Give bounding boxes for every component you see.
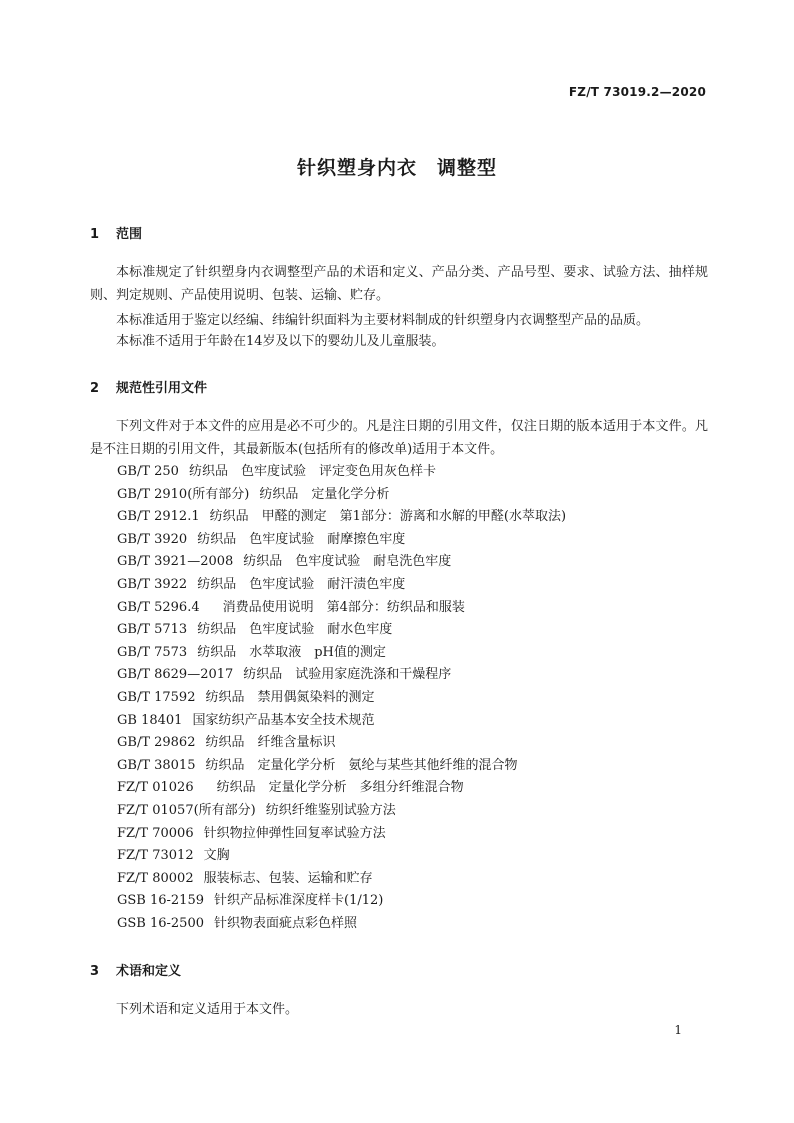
reference-title: 纺织品 纤维含量标识 (205, 735, 336, 751)
reference-code: FZ/T 73012 (117, 848, 194, 864)
reference-item (117, 574, 566, 597)
reference-code: FZ/T 80002 (117, 870, 194, 886)
reference-title: 纺织品 色牢度试验 耐摩擦色牢度 (197, 531, 406, 547)
section-1-heading (90, 223, 142, 242)
reference-item (117, 823, 566, 846)
reference-code: GB/T 250 (117, 464, 179, 479)
reference-item (117, 845, 566, 868)
reference-code: GB/T 3922 (117, 576, 188, 592)
reference-title: 纺织品 色牢度试验 耐皂洗色牢度 (243, 554, 452, 570)
section-title: 术语和定义 (116, 964, 182, 979)
reference-code: FZ/T 70006 (117, 825, 194, 841)
reference-title: 纺织品 水萃取液 pH值的测定 (197, 644, 386, 660)
reference-item (117, 551, 566, 574)
reference-item (117, 777, 566, 800)
reference-item (117, 732, 566, 755)
page-number: 1 (674, 1023, 682, 1037)
reference-item (117, 800, 566, 823)
reference-code: GSB 16-2159 (117, 893, 204, 909)
scope-paragraph: 本标准规定了针织塑身内衣调整型产品的术语和定义、产品分类、产品号型、要求、试验方法、抽样规则、判定规则、产品使用说明、包装、运输、贮存。 (90, 265, 708, 303)
reference-item (117, 506, 566, 529)
references-intro: 下列文件对于本文件的应用是必不可少的。凡是注日期的引用文件，仅注日期的版本适用于本文件。凡是不注日期的引用文件，其最新版本(包括所有的修改单)适用于本文件。 (90, 419, 708, 457)
reference-item (117, 619, 566, 642)
reference-code: GB/T 5713 (117, 622, 188, 638)
reference-item (117, 868, 566, 891)
reference-title: 消费品使用说明 第4部分：纺织品和服装 (209, 599, 465, 615)
reference-code: GB/T 29862 (117, 735, 196, 751)
reference-title: 纺织品 定量化学分析 氨纶与某些其他纤维的混合物 (205, 757, 518, 773)
section-number: 2 (90, 381, 100, 396)
reference-item (117, 484, 566, 507)
scope-paragraph: 本标准不适用于年龄在14岁及以下的婴幼儿及儿童服装。 (116, 334, 445, 349)
reference-title: 针织产品标准深度样卡(1/12) (214, 893, 384, 909)
reference-item (117, 597, 566, 620)
document-title: 针织塑身内衣 调整型 (296, 157, 497, 179)
reference-title: 国家纺织产品基本安全技术规范 (192, 712, 375, 728)
reference-title: 纺织纤维鉴别试验方法 (265, 802, 396, 818)
section-2-heading (90, 377, 207, 396)
reference-code: GB/T 17592 (117, 689, 196, 705)
reference-title: 针织物拉伸弹性回复率试验方法 (203, 825, 386, 841)
reference-item (117, 461, 566, 484)
standard-number: FZ/T 73019.2—2020 (568, 85, 706, 99)
reference-title: 服装标志、包装、运输和贮存 (203, 870, 373, 886)
reference-item (117, 755, 566, 778)
reference-code: GB/T 8629—2017 (117, 667, 234, 683)
reference-code: GB/T 3921—2008 (117, 554, 234, 570)
reference-item (117, 687, 566, 710)
scope-paragraph: 本标准适用于鉴定以经编、纬编针织面料为主要材料制成的针织塑身内衣调整型产品的品质。 (116, 313, 650, 328)
reference-code: GB/T 3920 (117, 531, 188, 547)
reference-item (117, 642, 566, 665)
reference-code: GB/T 2910(所有部分) (117, 486, 250, 502)
reference-list (117, 461, 566, 935)
reference-title: 纺织品 定量化学分析 (259, 486, 390, 502)
reference-code: GB 18401 (117, 712, 183, 728)
reference-title: 纺织品 试验用家庭洗涤和干燥程序 (243, 667, 452, 683)
reference-title: 纺织品 禁用偶氮染料的测定 (205, 689, 375, 705)
section-title: 规范性引用文件 (116, 381, 208, 396)
reference-title: 针织物表面疵点彩色样照 (214, 915, 358, 931)
reference-title: 纺织品 定量化学分析 多组分纤维混合物 (203, 780, 464, 796)
section-number: 1 (90, 227, 100, 242)
reference-item (117, 529, 566, 552)
reference-code: FZ/T 01057(所有部分) (117, 802, 256, 818)
reference-code: GB/T 7573 (117, 644, 188, 660)
reference-code: GB/T 38015 (117, 757, 196, 773)
reference-item (117, 710, 566, 733)
reference-title: 纺织品 甲醛的测定 第1部分：游离和水解的甲醛(水萃取法) (209, 509, 567, 525)
section-title: 范围 (116, 227, 143, 242)
reference-code: GB/T 5296.4 (117, 599, 200, 615)
reference-title: 文胸 (203, 848, 230, 864)
reference-item (117, 664, 566, 687)
reference-code: GB/T 2912.1 (117, 509, 200, 525)
reference-title: 纺织品 色牢度试验 耐汗渍色牢度 (197, 576, 406, 592)
reference-item (117, 890, 566, 913)
section-3-heading (90, 960, 181, 979)
reference-code: FZ/T 01026 (117, 780, 194, 796)
section-number: 3 (90, 964, 100, 979)
reference-title: 纺织品 色牢度试验 评定变色用灰色样卡 (188, 464, 436, 479)
reference-title: 纺织品 色牢度试验 耐水色牢度 (197, 622, 393, 638)
reference-item (117, 913, 566, 936)
terms-intro: 下列术语和定义适用于本文件。 (116, 1002, 299, 1017)
reference-code: GSB 16-2500 (117, 915, 204, 931)
